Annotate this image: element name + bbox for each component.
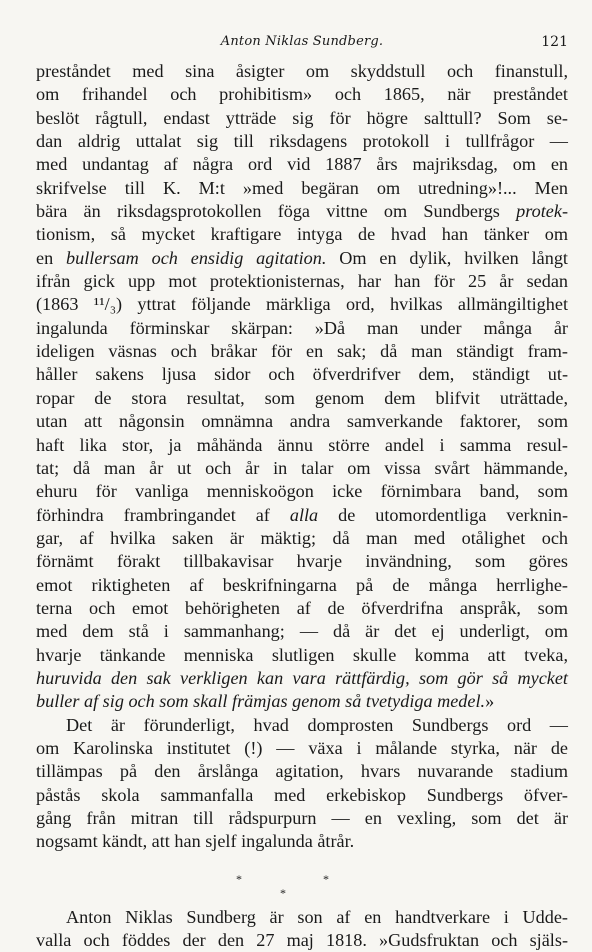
- text-fragment: de utomordentliga verknin-: [338, 504, 569, 525]
- asterisk-ornament: *: [280, 885, 286, 900]
- text-line: [36, 504, 568, 527]
- text-line: med undantag af några ord vid 1887 års majriksdag, om en: [36, 154, 568, 175]
- italic-emphasis: alla: [289, 504, 319, 525]
- text-line: förnämt förakt tillbakavisar hvarje invändning, som göres: [36, 551, 568, 572]
- italic-emphasis: protek-: [516, 201, 569, 222]
- text-line: utan att någonsin omnämna andra samverkande faktorer, som: [36, 411, 568, 432]
- text-line: Det är förunderligt, hvad domprosten Sundbergs ord —: [66, 714, 568, 735]
- text-line: ingalunda förminskar skärpan: »Då man under många år: [36, 317, 568, 338]
- page-number: 121: [541, 34, 568, 50]
- running-head: Anton Niklas Sundberg.: [220, 34, 384, 49]
- text-line: [36, 200, 568, 223]
- text-line: ehuru för vanliga menniskoögon icke förnimbara band, som: [36, 481, 568, 502]
- text-line: tat; då man år ut och år in talar om vissa svårt hämmande,: [36, 457, 568, 478]
- text-line: hvarje tänkande menniska slutligen skulle komma att tveka,: [36, 644, 568, 665]
- text-line: påstås skola sammanfalla med erkebiskop Sundbergs öfver-: [36, 784, 568, 805]
- asterisk-ornament: *: [236, 871, 242, 886]
- text-line: skrifvelse till K. M:t »med begäran om utredning»!... Men: [36, 177, 568, 198]
- text-fragment: förhindra frambringandet af: [36, 504, 270, 525]
- body-text: [36, 60, 568, 952]
- text-line: gar, af hvilka saken är mäktig; då man med otålighet och: [36, 527, 568, 548]
- text-line: tillämpas på den årslånga agitation, hvars nuvarande stadium: [36, 761, 568, 782]
- text-line: valla och föddes der den 27 maj 1818. »Gudsfruktan och själs-: [36, 930, 568, 951]
- page-header: [36, 34, 568, 54]
- text-line: beslöt rågtull, endast ytträde sig för högre salttull? Som se-: [36, 107, 568, 128]
- text-line: terna och emot behörigheten af de öfverdrifna anspråk, som: [36, 597, 568, 618]
- text-line: dan aldrig uttalat sig till riksdagens protokoll i tullfrågor —: [36, 131, 568, 152]
- text-line: håller sakens ljusa sidor och öfverdrifver dem, ständigt ut-: [36, 364, 568, 385]
- text-line: om frihandel och prohibitism» och 1865, när preståndet: [36, 84, 568, 105]
- text-line: gång från mitran till rådspurpurn — en vexling, som det är: [36, 808, 568, 828]
- text-line: emot riktigheten af beskrifningarna på de många herrlighe-: [36, 574, 568, 595]
- italic-emphasis: bullersam och ensidig agitation.: [66, 247, 327, 268]
- italic-quote-line: huruvida den sak verkligen kan vara rättfärdig, som gör så mycket: [36, 667, 568, 688]
- text-line: (1863 ¹¹/₃) yttrat följande märkliga ord, hvilkas allmängiltighet: [36, 294, 568, 315]
- text-line: preståndet med sina åsigter om skyddstull och finanstull,: [36, 61, 568, 81]
- text-line: haft lika stor, ja måhända ännu större andel i samma resul-: [36, 434, 568, 455]
- asterisk-ornament: *: [323, 871, 329, 886]
- text-line: om Karolinska institutet (!) — växa i målande styrka, när de: [36, 737, 568, 758]
- text-line: Anton Niklas Sundberg är son af en handtverkare i Udde-: [66, 906, 568, 927]
- text-line: tionism, så mycket kraftigare intyga de hvad han tänker om: [36, 224, 568, 245]
- text-line: ropar de stora resultat, som genom dem blifvit uträttade,: [36, 387, 568, 408]
- text-line: ideligen väsnas och bråkar för en sak; då man ständigt fram-: [36, 341, 568, 362]
- text-line: ifrån gick upp mot protektionisternas, har han för 25 år sedan: [36, 271, 568, 292]
- text-fragment: en: [36, 247, 54, 268]
- section-separator: [36, 860, 568, 906]
- text-fragment: Om en dylik, hvilken långt: [339, 247, 568, 268]
- text-fragment: bära än riksdagsprotokollen föga vittne om Sundbergs: [36, 201, 500, 222]
- text-line: [36, 690, 568, 713]
- quote-close: »: [485, 691, 495, 712]
- text-line: nogsamt kändt, att han sjelf ingalunda åtrår.: [36, 831, 355, 852]
- text-line: med dem stå i sammanhang; — då är det ej underligt, om: [36, 621, 568, 642]
- italic-quote-line: buller af sig och som skall främjas genom så tvetydiga medel.: [36, 691, 486, 712]
- text-line: [36, 247, 568, 270]
